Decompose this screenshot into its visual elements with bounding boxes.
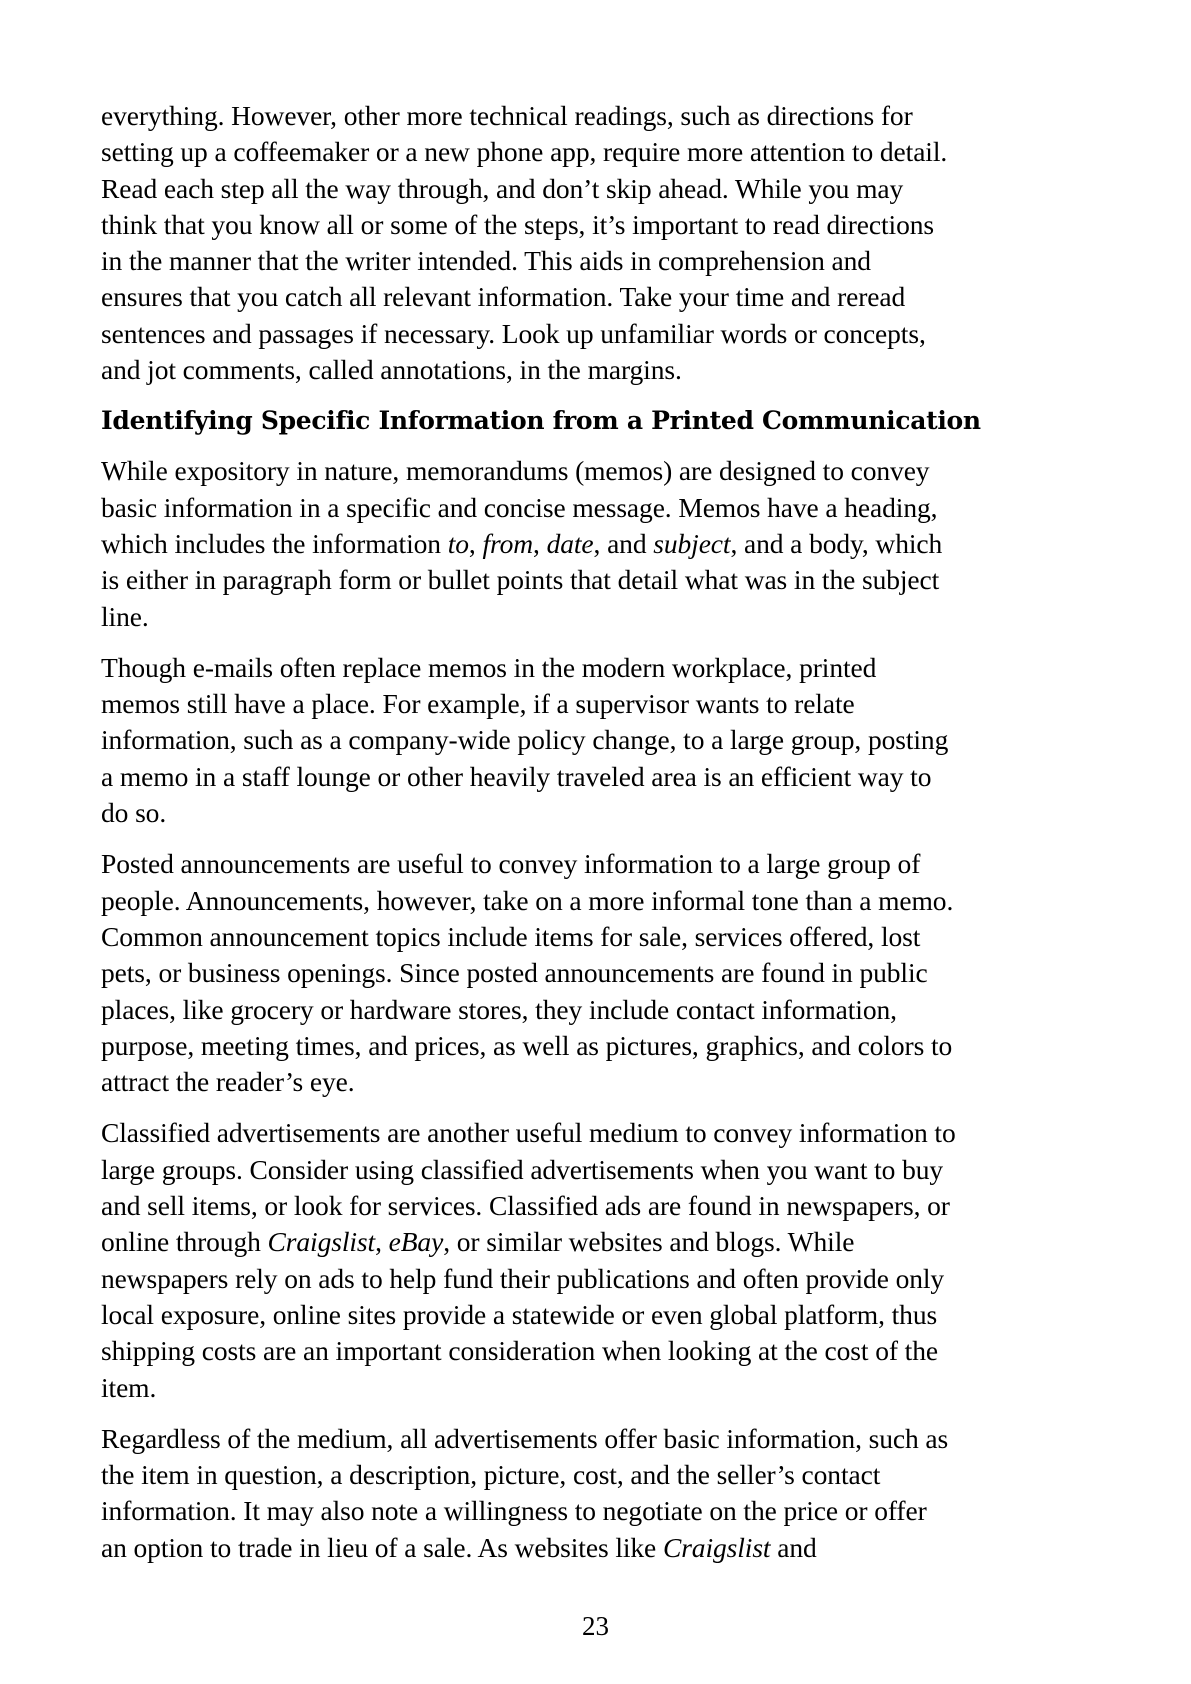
text-run: , and a body, which (730, 527, 943, 559)
paragraph-line: places, like grocery or hardware stores, they include contact information, (101, 993, 897, 1025)
text-run: which includes the information (101, 527, 448, 559)
text-run: online through (101, 1226, 268, 1258)
paragraph-line: setting up a coffeemaker or a new phone app, require more attention to detail. (101, 136, 948, 168)
paragraph-line: pets, or business openings. Since posted announcements are found in public (101, 957, 928, 989)
paragraph-line: do so. (101, 797, 167, 829)
paragraph-line (101, 1530, 1101, 1566)
paragraph-line: purpose, meeting times, and prices, as well as pictures, graphics, and colors to (101, 1029, 953, 1061)
paragraph-line: in the manner that the writer intended. This aids in comprehension and (101, 245, 871, 277)
paragraph-line: basic information in a specific and concise message. Memos have a heading, (101, 491, 938, 523)
paragraph-line: and sell items, or look for services. Classified ads are found in newspapers, or (101, 1190, 950, 1222)
paragraph-line: attract the reader’s eye. (101, 1066, 355, 1098)
paragraph-line: Classified advertisements are another useful medium to convey information to (101, 1117, 956, 1149)
text-run: , (375, 1226, 389, 1258)
paragraph-line: everything. However, other more technical readings, such as directions for (101, 100, 913, 131)
paragraph-line: Common announcement topics include items for sale, services offered, lost (101, 920, 921, 952)
paragraph-line: newspapers rely on ads to help fund their publications and often provide only (101, 1262, 945, 1294)
paragraph-line: information, such as a company-wide policy change, to a large group, posting (101, 724, 949, 756)
italic-term-craigslist: Craigslist (267, 1226, 376, 1258)
italic-term-from: from (482, 527, 533, 559)
paragraph-line: item. (101, 1371, 157, 1403)
paragraph-line: large groups. Consider using classified advertisements when you want to buy (101, 1153, 944, 1185)
paragraph-line: Posted announcements are useful to convey information to a large group of (101, 848, 921, 880)
paragraph-line (101, 526, 1101, 562)
italic-term-subject: subject (653, 527, 731, 559)
page-number: 23 (582, 1611, 609, 1641)
paragraph-line: information. It may also note a willingness to negotiate on the price or offer (101, 1495, 927, 1527)
text-run: , (468, 527, 483, 559)
paragraph-line: sentences and passages if necessary. Look up unfamiliar words or concepts, (101, 317, 926, 349)
text-run: , and (593, 527, 654, 559)
paragraph-line: the item in question, a description, picture, cost, and the seller’s contact (101, 1459, 881, 1491)
italic-term-date: date (546, 527, 594, 559)
paragraph-line: While expository in nature, memorandums (memos) are designed to convey (101, 455, 930, 487)
italic-term-to: to (447, 527, 469, 559)
paragraph-line: line. (101, 600, 149, 632)
paragraph-line: Regardless of the medium, all advertisements offer basic information, such as (101, 1422, 949, 1454)
announcements-paragraph (101, 846, 1101, 1100)
classified-paragraph (101, 1115, 1101, 1405)
section-heading: Identifying Specific Information from a Printed Communication (101, 406, 981, 436)
paragraph-line: memos still have a place. For example, if a supervisor wants to relate (101, 688, 855, 720)
italic-term-craigslist: Craigslist (662, 1531, 771, 1563)
paragraph-line: ensures that you catch all relevant information. Take your time and reread (101, 281, 906, 313)
text-run: an option to trade in lieu of a sale. As websites like (101, 1531, 663, 1563)
text-run: , (533, 527, 547, 559)
text-run: and (770, 1531, 817, 1563)
paragraph-line: Read each step all the way through, and don’t skip ahead. While you may (101, 172, 904, 204)
memos-paragraph (101, 453, 1101, 634)
paragraph-line: people. Announcements, however, take on a more informal tone than a memo. (101, 884, 954, 916)
text-run: , or similar websites and blogs. While (443, 1226, 855, 1258)
paragraph-line: is either in paragraph form or bullet points that detail what was in the subject (101, 564, 940, 596)
paragraph-line: and jot comments, called annotations, in the margins. (101, 354, 682, 386)
intro-paragraph (101, 98, 1101, 388)
italic-term-ebay: eBay (388, 1226, 444, 1258)
emails-paragraph (101, 650, 1101, 831)
paragraph-line: a memo in a staff lounge or other heavily traveled area is an efficient way to (101, 760, 932, 792)
paragraph-line: Though e-mails often replace memos in the modern workplace, printed (101, 651, 877, 683)
advertisements-paragraph (101, 1421, 1101, 1566)
page-body (101, 98, 1101, 1581)
paragraph-line: think that you know all or some of the steps, it’s important to read directions (101, 208, 934, 240)
paragraph-line: local exposure, online sites provide a statewide or even global platform, thus (101, 1298, 938, 1330)
paragraph-line: shipping costs are an important consideration when looking at the cost of the (101, 1335, 938, 1367)
paragraph-line (101, 1224, 1101, 1260)
